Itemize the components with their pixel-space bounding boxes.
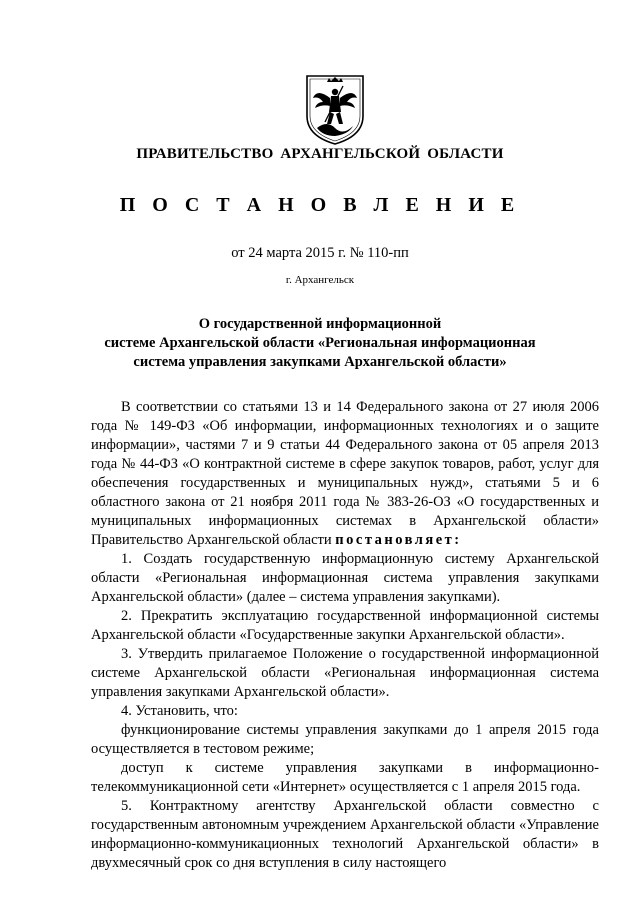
preamble-paragraph: В соответствии со статьями 13 и 14 Федерального закона от 27 июля 2006 года № 149-ФЗ «Об информации, информационных технологиях и о защите информации», частями 7 и 9 статьи 44 Федерального закона от 05 апреля 2013 года № 44-ФЗ «О контрактной системе в сфере закупок товаров, работ, услуг для обеспечения государственных и муниципальных нужд», статьями 5 и 6 областного закона от 21 ноября 2011 года № 383-26-ОЗ «О государственных и муниципальных информационных системах в Архангельской области» Правительство Архангельской области постановляет: [91, 399, 599, 548]
document-type: П О С Т А Н О В Л Е Н И Е [119, 194, 521, 216]
title-line: системе Архангельской области «Региональная информационная [104, 335, 536, 351]
organization-name: ПРАВИТЕЛЬСТВО АРХАНГЕЛЬСКОЙ ОБЛАСТИ [136, 146, 504, 162]
clause-4-subitem: функционирование системы управления закупками до 1 апреля 2015 года осуществляется в тестовом режиме; [91, 722, 599, 757]
clause-1: 1. Создать государственную информационную систему Архангельской области «Региональная информационная система управления закупками Архангельской области» (далее – система управления закупками). [91, 551, 599, 605]
clause-4: 4. Установить, что: [121, 703, 238, 719]
clause-4-subitem: доступ к системе управления закупками в информационно-телекоммуникационной сети «Интернет» осуществляется с 1 апреля 2015 года. [91, 760, 599, 795]
clause-5: 5. Контрактному агентству Архангельской области совместно с государственным автономным учреждением Архангельской области «Управление информационно-коммуникационных технологий Архангельской области» в двухмесячный срок со дня вступления в силу настоящего [91, 798, 599, 871]
document-body [91, 398, 599, 873]
coat-of-arms-emblem [303, 72, 367, 146]
document-date-number: от 24 марта 2015 г. № 110-пп [231, 245, 409, 261]
document-title [90, 315, 550, 372]
decree-word: постановляет [335, 532, 455, 548]
document-city: г. Архангельск [285, 274, 355, 286]
clause-2: 2. Прекратить эксплуатацию государственной информационной системы Архангельской области «Государственные закупки Архангельской области». [91, 608, 599, 643]
clause-3: 3. Утвердить прилагаемое Положение о государственной информационной системе Архангельской области «Региональная информационная система управления закупками Архангельской области». [91, 646, 599, 700]
title-line: О государственной информационной [198, 316, 442, 332]
title-line: система управления закупками Архангельской области» [133, 354, 507, 370]
